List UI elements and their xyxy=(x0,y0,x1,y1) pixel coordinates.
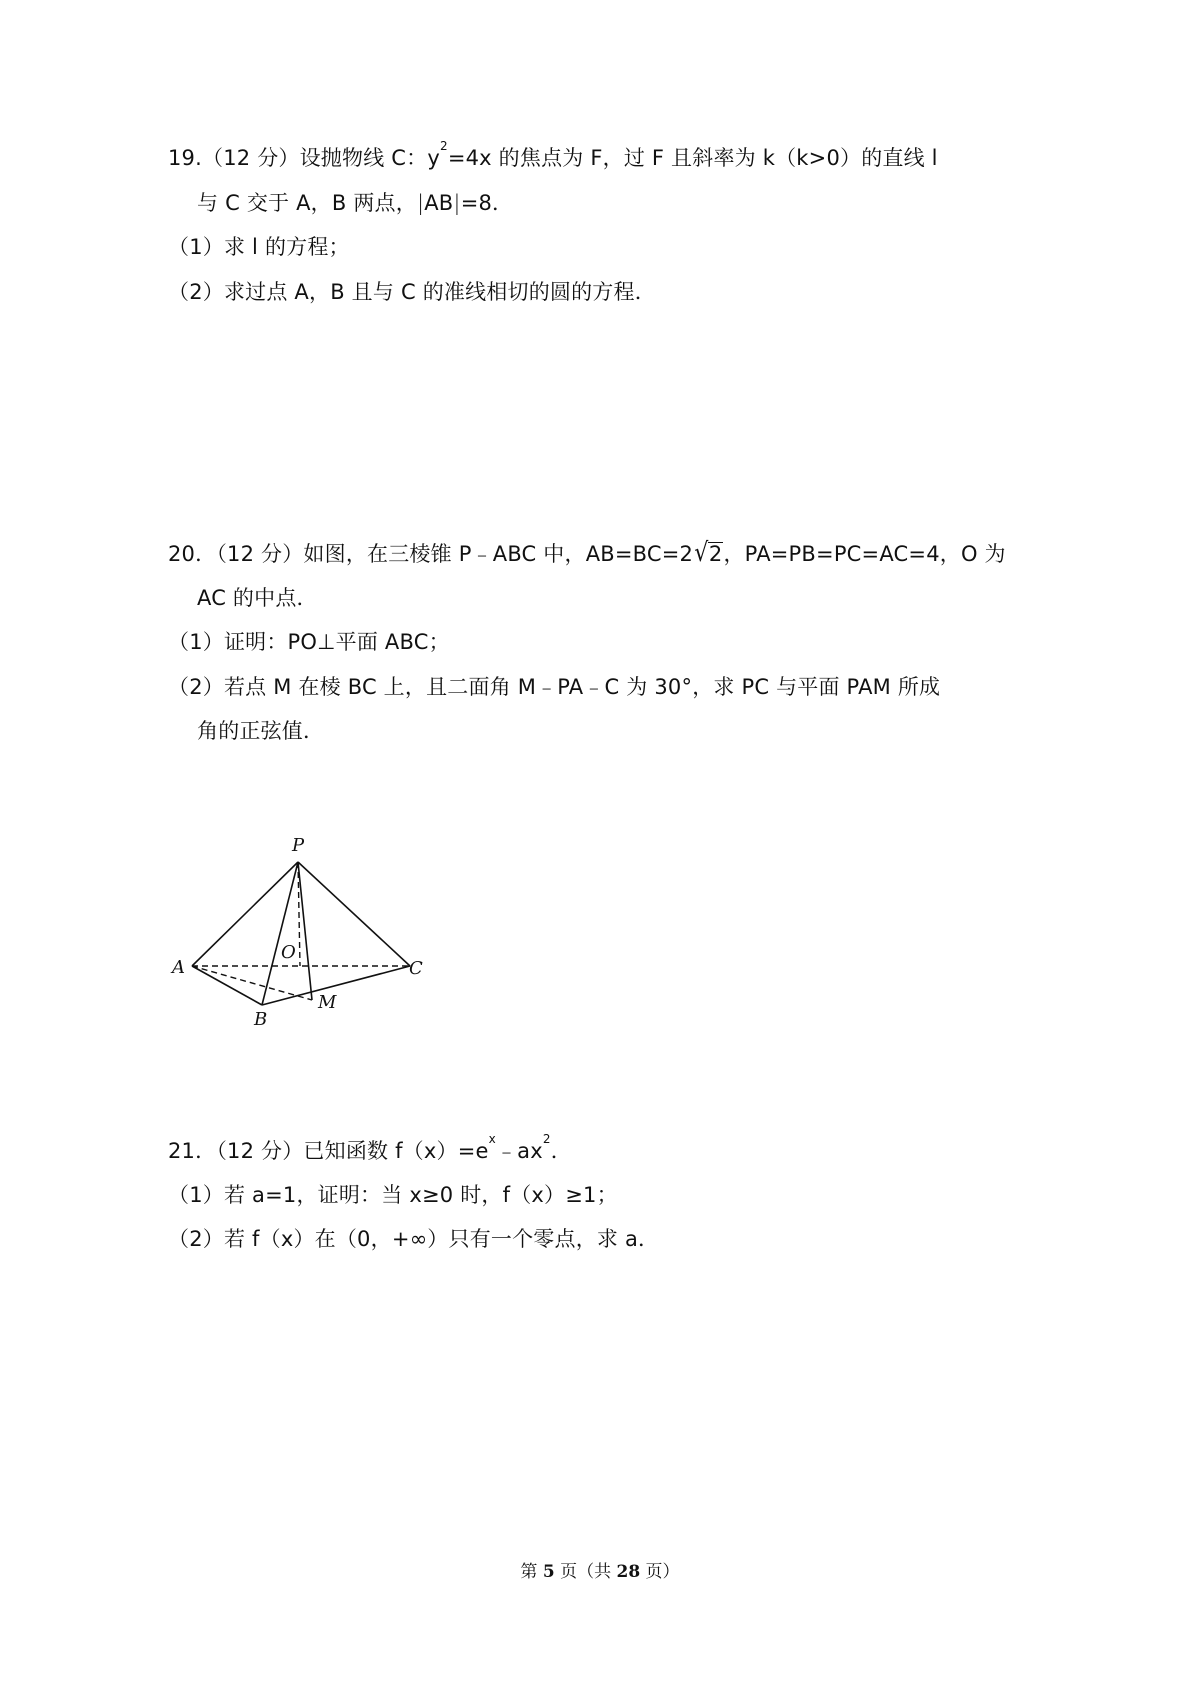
pyramid-figure xyxy=(172,825,450,1095)
label-B: B xyxy=(254,1009,268,1030)
q20-part2-line1: （2）若点 M 在棱 BC 上，且二面角 M﹣PA﹣C 为 30°，求 PC 与平面 PAM 所成 xyxy=(168,675,941,699)
label-A: A xyxy=(172,957,185,978)
label-O: O xyxy=(281,942,296,963)
label-P: P xyxy=(292,835,305,856)
sqrt-expression: √2 xyxy=(694,538,723,568)
edge-PB xyxy=(262,862,298,1005)
page-number: 5 xyxy=(542,1562,555,1582)
q21-part1: （1）若 a=1，证明：当 x≥0 时，f（x）≥1； xyxy=(168,1183,618,1207)
page-total: 28 xyxy=(616,1562,641,1582)
q20-part2-line2: 角的正弦值． xyxy=(197,719,325,743)
q21-part2: （2）若 f（x）在（0，+∞）只有一个零点，求 a． xyxy=(168,1227,660,1251)
edge-PC xyxy=(298,862,410,966)
q19-part2: （2）求过点 A，B 且与 C 的准线相切的圆的方程． xyxy=(168,280,656,304)
edge-AB xyxy=(192,966,262,1005)
edge-AM-dashed xyxy=(192,966,312,1000)
q20-part1: （1）证明：PO⊥平面 ABC； xyxy=(168,630,450,654)
label-M: M xyxy=(318,992,337,1013)
q20-line1: 20．（12 分）如图，在三棱锥 P﹣ABC 中，AB=BC=2√2，PA=PB=PC=AC=4，O 为 xyxy=(168,538,1006,568)
label-C: C xyxy=(409,958,423,979)
page-footer: 第 5 页（共 28 页） xyxy=(520,1562,680,1582)
q20-line2: AC 的中点． xyxy=(197,586,318,610)
edge-PM xyxy=(298,862,312,1000)
q19-part1: （1）求 l 的方程； xyxy=(168,235,350,259)
q21-line1: 21．（12 分）已知函数 $f(x)=e^x﹣ax^2$． xyxy=(168,1132,572,1163)
q19-line2: 与 C 交于 A，B 两点，|AB|=8． xyxy=(197,191,514,215)
q19-line1: 19.（12 分）设抛物线 C：$y^2=4x$ 的焦点为 F，过 F 且斜率为 k（k>0）的直线 l xyxy=(168,139,938,170)
